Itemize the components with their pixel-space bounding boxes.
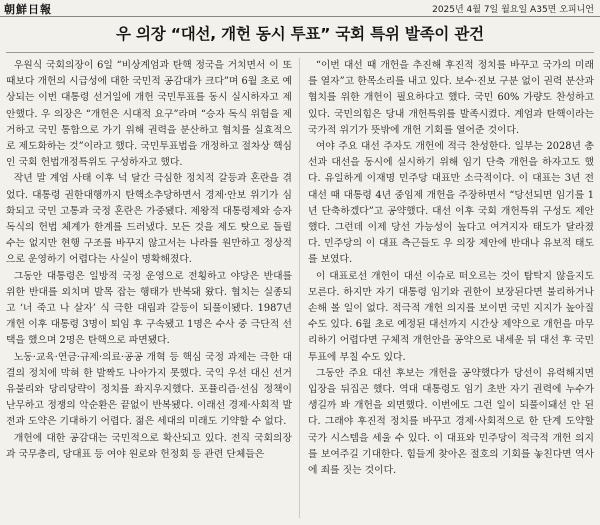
paragraph: 개헌에 대한 공감대는 국민적으로 확산되고 있다. 전직 국회의장과 국무총리, 당대표 등 여야 원로와 헌정회 등 관련 단체들은 xyxy=(6,432,292,460)
article-column-right xyxy=(308,58,594,520)
issue-date-section: 2025년 4월 7일 월요일 A35면 오피니언 xyxy=(432,5,594,15)
paragraph: “이번 대선 때 개헌을 추진해 후진적 정치를 바꾸고 국가의 미래를 열자”고 한목소리를 내고 있다. 보수·진보 구분 없이 권력 분산과 협치를 위한 개헌이 필요하다고 했다. 국민 60% 가량도 찬성하고 있다. 국민의힘은 당내 개헌특위를 발족시켰다. 계엄과 탄핵이라는 국가적 위기가 뜻밖에 개헌 기회를 열어준 것이다. xyxy=(308,60,594,136)
newspaper-logo: 朝鮮日報 xyxy=(4,3,52,16)
paragraph: 작년 말 계엄 사태 이후 넉 달간 극심한 정치적 갈등과 혼란을 겪었다. 대통령 권한대행까지 탄핵소추당하면서 경제·안보 위기가 심화되고 국민 고통과 국정 혼란은 가중됐다. 제왕적 대통령제와 승자 독식의 헌법 체계가 한계를 드러냈다. 모든 것을 제도 탓으로 돌릴 수는 없지만 현행 구조를 바꾸지 않고서는 나라를 원만하고 정상적으로 운영하기 어렵다는 사실이 명확해졌다. xyxy=(6,173,292,266)
page-header xyxy=(0,0,600,17)
paragraph: 우원식 국회의장이 6일 “비상계엄과 탄핵 정국을 거치면서 이 또 때보다 개헌의 시급성에 대한 국민적 공감대가 크다”며 6월 초로 예상되는 이번 대통령 선거일에 개헌 국민투표를 동시 실시하자고 제안했다. 우 의장은 “개헌은 시대적 요구”라며 “승자 독식 위험을 제거하고 국민 통합으로 가기 위해 권력을 분산하고 협치를 실효적으로 제도화하는 것”이라고 했다. 국민투표법을 개정하고 절차상 핵심인 국회 헌법개정특위도 구성하자고 했다. xyxy=(6,60,292,169)
paragraph: 노동·교육·연금·규제·의료·공공 개혁 등 핵심 국정 과제는 극한 대결의 정치에 막혀 한 발짝도 나아가지 못했다. 국익 우선 대신 선거 유불리와 당리당략이 정치를 좌지우지했다. 포퓰리즘·선심 정책이 난무하고 정쟁의 악순환은 끝없이 반복됐다. 이래선 경제·사회적 발전과 도약은 기대하기 어렵다. 젊은 세대의 미래도 기약할 수 없다. xyxy=(6,351,292,428)
headline-rule xyxy=(6,52,594,53)
article-column-left xyxy=(6,58,292,520)
paragraph: 그동안 주요 대선 후보는 개헌을 공약했다가 당선이 유력해지면 입장을 뒤집곤 했다. 역대 대통령도 임기 초반 자기 권력에 누수가 생길까 봐 개헌을 외면했다. 이번에도 그런 일이 되풀이돼선 안 된다. 그래야 후진적 정치를 바꾸고 경제·사회적으로 한 단계 도약할 국가 시스템을 세울 수 있다. 이 대표와 민주당이 적극적 개헌 의지를 보여주길 기대한다. 힘들게 찾아온 절호의 기회를 놓친다면 역사에 죄를 짓는 것이다. xyxy=(308,367,594,477)
editorial-headline: 우 의장 “대선, 개헌 동시 투표” 국회 특위 발족이 관건 xyxy=(116,25,484,43)
paragraph: 이 대표로선 개헌이 대선 이슈로 떠오르는 것이 탐탁지 않을지도 모른다. 하지만 자기 대통령 임기와 권한이 보장된다면 불리하거나 손해 볼 일이 없다. 적극적 개헌 의지를 보이면 국민 지지가 높아질 수도 있다. 6월 초로 예정된 대선까지 시간상 제약으로 개헌을 마무리하기 어렵다면 구체적 개헌안을 공약으로 내세운 뒤 대선 후 국민투표에 부칠 수도 있다. xyxy=(308,270,594,363)
column-divider xyxy=(299,58,300,518)
paragraph: 여야 주요 대선 주자도 개헌에 적극 찬성한다. 일부는 2028년 총선과 대선을 동시에 실시하기 위해 임기 단축 개헌을 하자고도 했다. 유일하게 이재명 민주당 대표만 소극적이다. 이 대표는 3년 전 대선 때 대통령 4년 중임제 개헌을 주장하면서 “당선되면 임기를 1년 단축하겠다”고 공약했다. 대선 이후 국회 개헌특위 구성도 제안했다. 그런데 이제 당선 가능성이 높다고 여겨지자 태도가 달라졌다. 민주당의 이 대표 측근들도 우 의장 제안에 반대나 유보적 태도를 보였다. xyxy=(308,141,594,266)
paragraph: 그동안 대통령은 일방적 국정 운영으로 전횡하고 야당은 반대를 위한 반대를 외치며 발목 잡는 행태가 반복돼 왔다. 협치는 실종되고 ‘너 죽고 나 살자’ 식 극한 대립과 갈등이 되풀이됐다. 1987년 개헌 이후 대통령 3명이 퇴임 후 구속됐고 1명은 수사 중 극단적 선택을 했으며 2명은 탄핵으로 파면됐다. xyxy=(6,270,292,347)
